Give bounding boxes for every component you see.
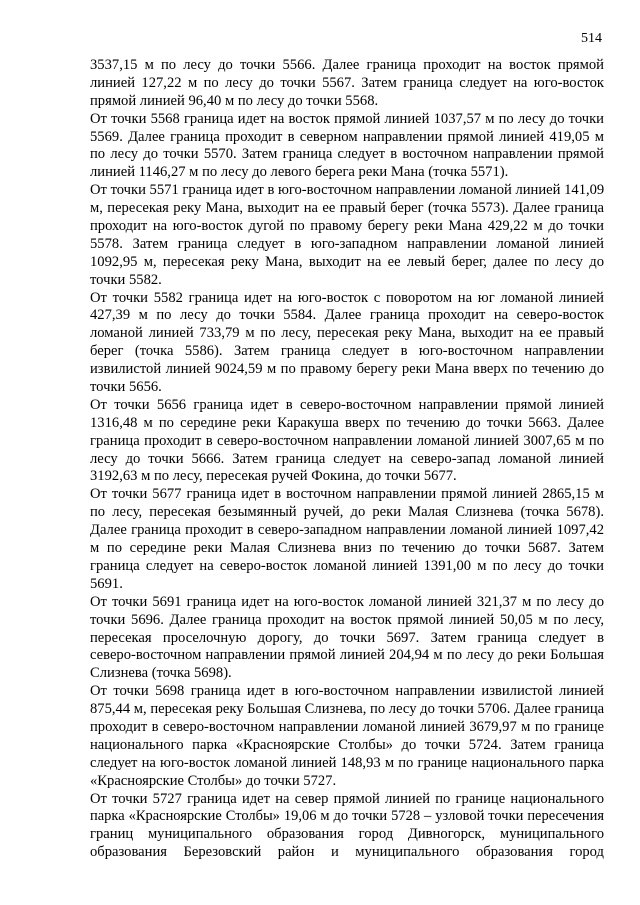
text-line: От точки 5698 граница идет в юго-восточном направлении извилистой линией — [90, 683, 604, 700]
text-line: м, пересекая реку Мана, выходит на ее правый берег (точка 5573). Далее граница — [90, 200, 604, 217]
text-line: От точки 5582 граница идет на юго-восток с поворотом на юг ломаной линией — [90, 289, 604, 306]
text-line: по лесу до точки 5570. Затем граница следует в восточном направлении прямой — [90, 146, 604, 163]
text-line: проходит на юго-восток дугой по правому берегу реки Мана 429,22 м до точки — [90, 218, 604, 235]
text-line: образования Березовский район и муниципального образования город — [90, 844, 604, 861]
text-line: линией 127,22 м по лесу до точки 5567. Затем граница следует на юго-восток — [90, 74, 604, 91]
text-line: м по середине реки Малая Слизнева вниз по течению до точки 5687. Затем — [90, 540, 604, 557]
text-line: 1092,95 м, пересекая реку Мана, выходит на ее левый берег, далее по лесу до — [90, 253, 604, 270]
text-line: От точки 5656 граница идет в северо-восточном направлении прямой линией — [90, 396, 604, 413]
text-line: От точки 5677 граница идет в восточном направлении прямой линией 2865,15 м — [90, 486, 604, 503]
text-line: 5578. Затем граница следует в юго-западном направлении ломаной линией — [90, 235, 604, 252]
text-line: точки 5696. Далее граница проходит на восток прямой линией 50,05 м по лесу, — [90, 611, 604, 628]
text-line: ломаной линией 733,79 м по лесу, пересекая реку Мана, выходит на ее правый — [90, 325, 604, 342]
page-number: 514 — [581, 31, 602, 46]
text-line: границ муниципального образования город Дивногорск, муниципального — [90, 826, 604, 843]
text-line: 3192,63 м по лесу, пересекая ручей Фокина, до точки 5677. — [90, 468, 457, 485]
text-line: по лесу, пересекая безымянный ручей, до реки Малая Слизнева (точка 5678). — [90, 504, 604, 521]
body-text — [90, 57, 604, 862]
text-line: проходит в северо-восточном направлении ломаной линией 3679,97 м по границе — [90, 718, 604, 735]
text-line: 875,44 м, пересекая реку Большая Слизнева, по лесу до точки 5706. Далее граница — [90, 701, 605, 718]
text-line: От точки 5571 граница идет в юго-восточном направлении ломаной линией 141,09 — [90, 182, 605, 199]
text-line: берег (точка 5586). Затем граница следует в юго-восточном направлении — [90, 343, 604, 360]
text-line: 5691. — [90, 575, 123, 592]
text-line: северо-восточном направлении прямой линией 204,94 м по лесу до реки Большая — [90, 647, 604, 664]
text-line: парка «Красноярские Столбы» 19,06 м до точки 5728 – узловой точки пересечения — [90, 808, 604, 825]
text-line: 1316,48 м по середине реки Каракуша вверх по течению до точки 5663. Далее — [90, 414, 604, 431]
text-line: От точки 5727 граница идет на север прямой линией по границе национального — [90, 790, 604, 807]
text-line: От точки 5691 граница идет на юго-восток ломаной линией 321,37 м по лесу до — [90, 593, 604, 610]
text-line: пересекая проселочную дорогу, до точки 5697. Затем граница следует в — [90, 629, 604, 646]
text-line: 5569. Далее граница проходит в северном направлении прямой линией 419,05 м — [90, 128, 604, 145]
text-line: лесу до точки 5666. Затем граница следует на северо-запад ломаной линией — [90, 450, 604, 467]
text-line: 3537,15 м по лесу до точки 5566. Далее граница проходит на восток прямой — [90, 57, 604, 73]
text-line: Слизнева (точка 5698). — [90, 665, 232, 682]
text-line: следует на юго-восток ломаной линией 148,93 м по границе национального парка — [90, 754, 604, 771]
text-line: точки 5656. — [90, 379, 162, 396]
text-line: От точки 5568 граница идет на восток прямой линией 1037,57 м по лесу до точки — [90, 110, 604, 127]
text-line: граница проходит в северо-восточном направлении ломаной линией 3007,65 м по — [90, 432, 604, 449]
text-line: извилистой линией 9024,59 м по правому берегу реки Мана вверх по течению до — [90, 361, 604, 378]
text-line: Далее граница проходит в северо-западном направлении ломаной линией 1097,42 — [90, 522, 604, 539]
text-line: 427,39 м по лесу до точки 5584. Далее граница проходит на северо-восток — [90, 307, 604, 324]
text-line: национального парка «Красноярские Столбы» до точки 5724. Затем граница — [90, 736, 604, 753]
text-line: точки 5582. — [90, 271, 162, 288]
text-line: линией 1146,27 м по лесу до левого берега реки Мана (точка 5571). — [90, 164, 509, 181]
text-line: прямой линией 96,40 м по лесу до точки 5568. — [90, 92, 379, 109]
text-line: «Красноярские Столбы» до точки 5727. — [90, 772, 337, 789]
text-line: граница следует на северо-восток ломаной линией 1391,00 м по лесу до точки — [90, 557, 604, 574]
